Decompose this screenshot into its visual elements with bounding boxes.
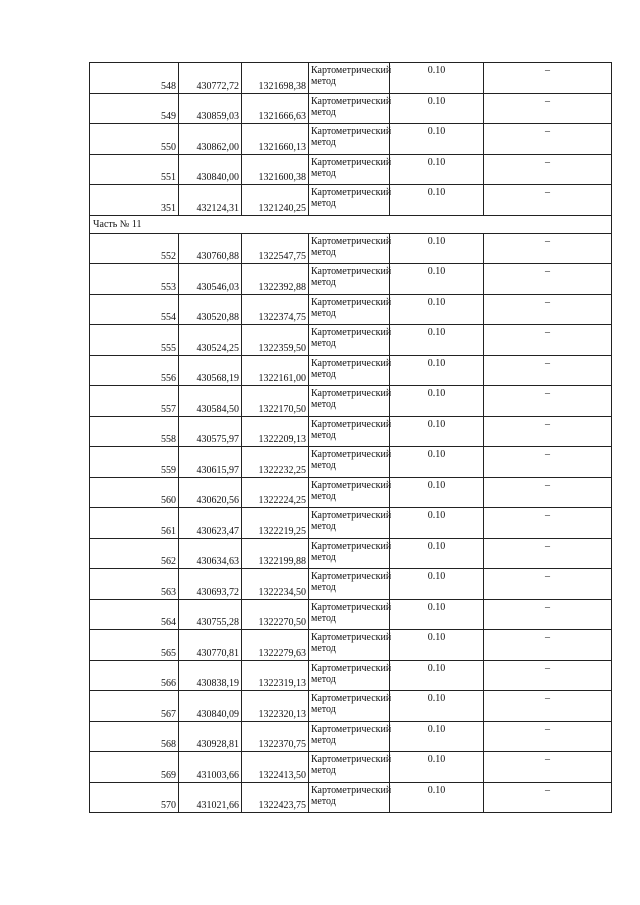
method-cell: Картометрический метод: [309, 752, 390, 783]
point-number-cell: 565: [90, 630, 179, 661]
method-cell: Картометрический метод: [309, 782, 390, 813]
table-row: [90, 721, 612, 752]
note-cell: –: [484, 63, 612, 94]
y-coordinate-cell: 1322224,25: [242, 477, 309, 508]
y-coordinate-cell: 1322279,63: [242, 630, 309, 661]
method-cell: Картометрический метод: [309, 569, 390, 600]
table-row: [90, 691, 612, 722]
note-cell: –: [484, 416, 612, 447]
table-row: [90, 447, 612, 478]
table-row: [90, 660, 612, 691]
note-cell: –: [484, 264, 612, 295]
note-cell: –: [484, 447, 612, 478]
note-cell: –: [484, 660, 612, 691]
x-coordinate-cell: 430520,88: [179, 294, 242, 325]
note-cell: –: [484, 630, 612, 661]
table-row: [90, 294, 612, 325]
y-coordinate-cell: 1321698,38: [242, 63, 309, 94]
precision-cell: 0.10: [390, 294, 484, 325]
table-row: [90, 477, 612, 508]
x-coordinate-cell: 430693,72: [179, 569, 242, 600]
point-number-cell: 550: [90, 124, 179, 155]
note-cell: –: [484, 752, 612, 783]
precision-cell: 0.10: [390, 386, 484, 417]
point-number-cell: 568: [90, 721, 179, 752]
table-row: [90, 325, 612, 356]
point-number-cell: 351: [90, 185, 179, 216]
x-coordinate-cell: 430524,25: [179, 325, 242, 356]
method-cell: Картометрический метод: [309, 416, 390, 447]
x-coordinate-cell: 430620,56: [179, 477, 242, 508]
method-cell: Картометрический метод: [309, 630, 390, 661]
method-cell: Картометрический метод: [309, 233, 390, 264]
y-coordinate-cell: 1322547,75: [242, 233, 309, 264]
y-coordinate-cell: 1321666,63: [242, 93, 309, 124]
precision-cell: 0.10: [390, 447, 484, 478]
note-cell: –: [484, 294, 612, 325]
method-cell: Картометрический метод: [309, 325, 390, 356]
table-row: [90, 93, 612, 124]
method-cell: Картометрический метод: [309, 355, 390, 386]
x-coordinate-cell: 430615,97: [179, 447, 242, 478]
point-number-cell: 549: [90, 93, 179, 124]
note-cell: –: [484, 569, 612, 600]
table-row: [90, 63, 612, 94]
point-number-cell: 561: [90, 508, 179, 539]
method-cell: Картометрический метод: [309, 508, 390, 539]
precision-cell: 0.10: [390, 124, 484, 155]
note-cell: –: [484, 508, 612, 539]
precision-cell: 0.10: [390, 233, 484, 264]
table-row: [90, 782, 612, 813]
point-number-cell: 558: [90, 416, 179, 447]
precision-cell: 0.10: [390, 185, 484, 216]
x-coordinate-cell: 430772,72: [179, 63, 242, 94]
point-number-cell: 562: [90, 538, 179, 569]
method-cell: Картометрический метод: [309, 477, 390, 508]
precision-cell: 0.10: [390, 538, 484, 569]
x-coordinate-cell: 431003,66: [179, 752, 242, 783]
x-coordinate-cell: 431021,66: [179, 782, 242, 813]
point-number-cell: 551: [90, 154, 179, 185]
table-row: [90, 569, 612, 600]
point-number-cell: 556: [90, 355, 179, 386]
point-number-cell: 564: [90, 599, 179, 630]
method-cell: Картометрический метод: [309, 599, 390, 630]
precision-cell: 0.10: [390, 154, 484, 185]
precision-cell: 0.10: [390, 660, 484, 691]
precision-cell: 0.10: [390, 782, 484, 813]
y-coordinate-cell: 1321240,25: [242, 185, 309, 216]
point-number-cell: 570: [90, 782, 179, 813]
precision-cell: 0.10: [390, 599, 484, 630]
table-row: [90, 599, 612, 630]
point-number-cell: 560: [90, 477, 179, 508]
x-coordinate-cell: 430859,03: [179, 93, 242, 124]
coordinates-table: [89, 62, 612, 813]
note-cell: –: [484, 782, 612, 813]
x-coordinate-cell: 430755,28: [179, 599, 242, 630]
y-coordinate-cell: 1322161,00: [242, 355, 309, 386]
method-cell: Картометрический метод: [309, 538, 390, 569]
x-coordinate-cell: 430928,81: [179, 721, 242, 752]
precision-cell: 0.10: [390, 630, 484, 661]
table-row: [90, 538, 612, 569]
x-coordinate-cell: 430546,03: [179, 264, 242, 295]
note-cell: –: [484, 477, 612, 508]
y-coordinate-cell: 1322320,13: [242, 691, 309, 722]
precision-cell: 0.10: [390, 355, 484, 386]
y-coordinate-cell: 1322392,88: [242, 264, 309, 295]
y-coordinate-cell: 1322170,50: [242, 386, 309, 417]
method-cell: Картометрический метод: [309, 93, 390, 124]
x-coordinate-cell: 430760,88: [179, 233, 242, 264]
point-number-cell: 548: [90, 63, 179, 94]
precision-cell: 0.10: [390, 508, 484, 539]
point-number-cell: 569: [90, 752, 179, 783]
note-cell: –: [484, 325, 612, 356]
point-number-cell: 555: [90, 325, 179, 356]
table-row: [90, 630, 612, 661]
table-row: [90, 233, 612, 264]
coordinates-table-body: [90, 63, 612, 813]
table-row: [90, 185, 612, 216]
y-coordinate-cell: 1322359,50: [242, 325, 309, 356]
table-row: [90, 154, 612, 185]
table-row: [90, 124, 612, 155]
table-row: [90, 264, 612, 295]
x-coordinate-cell: 430634,63: [179, 538, 242, 569]
x-coordinate-cell: 430838,19: [179, 660, 242, 691]
point-number-cell: 554: [90, 294, 179, 325]
y-coordinate-cell: 1321600,38: [242, 154, 309, 185]
table-row: [90, 508, 612, 539]
point-number-cell: 563: [90, 569, 179, 600]
method-cell: Картометрический метод: [309, 691, 390, 722]
precision-cell: 0.10: [390, 63, 484, 94]
y-coordinate-cell: 1322413,50: [242, 752, 309, 783]
y-coordinate-cell: 1322270,50: [242, 599, 309, 630]
method-cell: Картометрический метод: [309, 447, 390, 478]
note-cell: –: [484, 538, 612, 569]
method-cell: Картометрический метод: [309, 386, 390, 417]
y-coordinate-cell: 1321660,13: [242, 124, 309, 155]
point-number-cell: 559: [90, 447, 179, 478]
precision-cell: 0.10: [390, 569, 484, 600]
note-cell: –: [484, 721, 612, 752]
point-number-cell: 567: [90, 691, 179, 722]
note-cell: –: [484, 93, 612, 124]
coordinates-table-sheet: [89, 62, 611, 813]
method-cell: Картометрический метод: [309, 185, 390, 216]
precision-cell: 0.10: [390, 477, 484, 508]
precision-cell: 0.10: [390, 691, 484, 722]
x-coordinate-cell: 430862,00: [179, 124, 242, 155]
note-cell: –: [484, 599, 612, 630]
precision-cell: 0.10: [390, 264, 484, 295]
y-coordinate-cell: 1322199,88: [242, 538, 309, 569]
y-coordinate-cell: 1322219,25: [242, 508, 309, 539]
x-coordinate-cell: 430623,47: [179, 508, 242, 539]
table-row: [90, 752, 612, 783]
y-coordinate-cell: 1322232,25: [242, 447, 309, 478]
y-coordinate-cell: 1322423,75: [242, 782, 309, 813]
precision-cell: 0.10: [390, 93, 484, 124]
x-coordinate-cell: 430568,19: [179, 355, 242, 386]
note-cell: –: [484, 691, 612, 722]
y-coordinate-cell: 1322234,50: [242, 569, 309, 600]
method-cell: Картометрический метод: [309, 264, 390, 295]
x-coordinate-cell: 430770,81: [179, 630, 242, 661]
table-row: [90, 386, 612, 417]
precision-cell: 0.10: [390, 416, 484, 447]
x-coordinate-cell: 430840,09: [179, 691, 242, 722]
x-coordinate-cell: 430840,00: [179, 154, 242, 185]
method-cell: Картометрический метод: [309, 660, 390, 691]
x-coordinate-cell: 430584,50: [179, 386, 242, 417]
y-coordinate-cell: 1322374,75: [242, 294, 309, 325]
point-number-cell: 557: [90, 386, 179, 417]
point-number-cell: 552: [90, 233, 179, 264]
table-row: [90, 416, 612, 447]
note-cell: –: [484, 154, 612, 185]
method-cell: Картометрический метод: [309, 124, 390, 155]
x-coordinate-cell: 432124,31: [179, 185, 242, 216]
precision-cell: 0.10: [390, 752, 484, 783]
method-cell: Картометрический метод: [309, 721, 390, 752]
note-cell: –: [484, 355, 612, 386]
point-number-cell: 553: [90, 264, 179, 295]
note-cell: –: [484, 233, 612, 264]
section-title: Часть № 11: [90, 215, 612, 233]
note-cell: –: [484, 124, 612, 155]
method-cell: Картометрический метод: [309, 154, 390, 185]
point-number-cell: 566: [90, 660, 179, 691]
table-row: [90, 355, 612, 386]
method-cell: Картометрический метод: [309, 294, 390, 325]
note-cell: –: [484, 386, 612, 417]
precision-cell: 0.10: [390, 721, 484, 752]
precision-cell: 0.10: [390, 325, 484, 356]
y-coordinate-cell: 1322209,13: [242, 416, 309, 447]
x-coordinate-cell: 430575,97: [179, 416, 242, 447]
section-header-row: [90, 215, 612, 233]
y-coordinate-cell: 1322370,75: [242, 721, 309, 752]
y-coordinate-cell: 1322319,13: [242, 660, 309, 691]
method-cell: Картометрический метод: [309, 63, 390, 94]
note-cell: –: [484, 185, 612, 216]
